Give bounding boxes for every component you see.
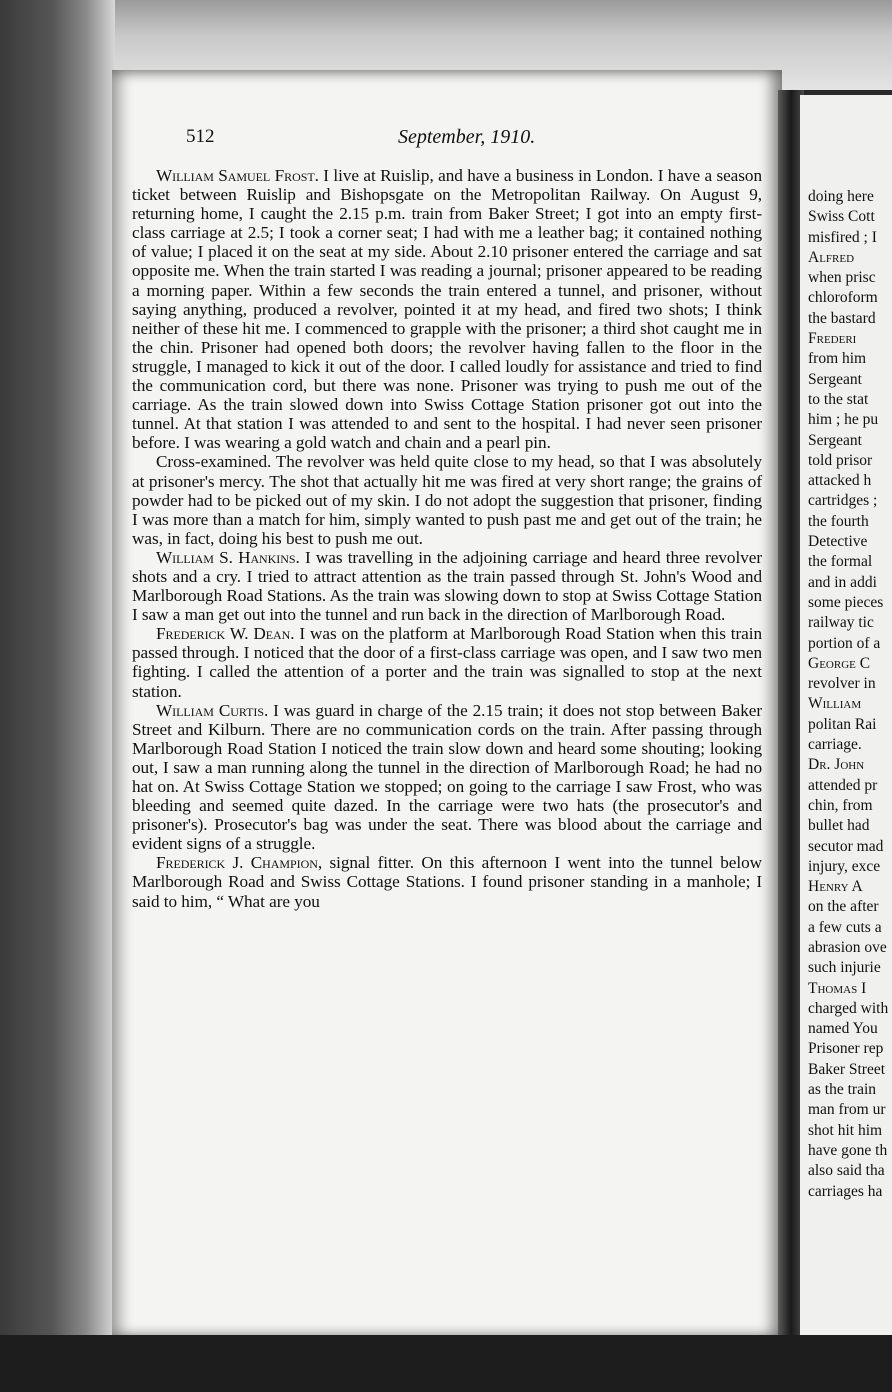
right-page-line: the formal	[808, 553, 873, 571]
right-page-line: abrasion ove	[808, 938, 887, 956]
right-page-line: as the train	[808, 1081, 877, 1099]
right-page-text	[808, 187, 892, 1202]
page-header	[186, 126, 746, 158]
right-page-line: Alfred	[808, 248, 855, 266]
right-page-line: attended pr	[808, 776, 878, 794]
right-page-line: misfired ; I	[808, 228, 877, 246]
right-page-line: portion of a	[808, 634, 881, 652]
right-page-line: William	[808, 695, 862, 713]
paragraph-dean	[132, 624, 762, 700]
paragraph-champion	[132, 853, 762, 910]
right-page-line: chloroform	[808, 289, 878, 307]
paragraph-cross-examined	[132, 452, 762, 547]
speaker-name: William Samuel Frost.	[156, 166, 319, 185]
paragraph-frost	[132, 166, 762, 452]
right-page-line: Sergeant	[808, 370, 862, 388]
paragraph-hankins	[132, 548, 762, 624]
right-page-line: some pieces	[808, 593, 884, 611]
right-page-line: him ; he pu	[808, 411, 879, 429]
right-page-line: and in addi	[808, 573, 877, 591]
right-page-line: man from ur	[808, 1101, 886, 1119]
right-page-line: when prisc	[808, 269, 876, 287]
right-page	[800, 95, 892, 1335]
right-page-line: on the after	[808, 898, 879, 916]
page-date: September, 1910.	[398, 126, 536, 148]
speaker-name: Frederick J. Champion,	[156, 853, 323, 873]
right-page-line: Prisoner rep	[808, 1040, 884, 1058]
page-number: 512	[186, 126, 215, 147]
right-page-line: have gone th	[808, 1141, 888, 1159]
paragraph-curtis	[132, 701, 762, 854]
right-page-line: Baker Street	[808, 1060, 886, 1078]
speaker-name: William Curtis.	[156, 700, 269, 720]
paragraph-text: I live at Ruislip, and have a business in London. I have a season ticket between Ruislip and Bishopsgate on the Metropolitan Railway. On August 9, returning home, I caught the 2.15 p.m. train from Baker Street; I got into an empty first-class carriage at 2.5; I took a corner seat; I had with me a leather bag; it contained nothing of value; I placed it on the seat at my side. About 2.10 prisoner entered the carriage and sat opposite me. When the train started I was reading a journal; prisoner appeared to be reading a morning paper. Within a few seconds the train entered a tunnel, and prisoner, without saying anything, produced a revolver, pointed it at my head, and fired two shots; I think neither of these hit me. I commenced to grapple with the prisoner; a third shot caught me in the chin. Prisoner had opened both doors; the revolver having fallen to the floor in the struggle, I managed to kick it out of the door. I called loudly for assistance and tried to find the communication cord, but there was none. Prisoner was trying to push me out of the carriage. As the train slowed down into Swiss Cottage Station prisoner got out into the tunnel. At that station I was attended to and sent to the hospital. I had never seen prisoner before. I was wearing a gold watch and chain and a pearl pin.	[132, 166, 762, 453]
right-page-line: George C	[808, 654, 871, 672]
right-page-line: bullet had	[808, 817, 870, 835]
right-page-line: to the stat	[808, 390, 869, 408]
paragraph-text: I was travelling in the adjoining carriage and heard three revolver shots and a cry. I tried to attract attention as the train passed through St. John's Wood and Marlborough Road Stations. As the train was slowing down to stop at Swiss Cottage Station I saw a man get out into the tunnel and run back in the direction of Marlborough Road.	[132, 547, 762, 625]
right-page-line: told prisor	[808, 451, 873, 469]
right-page-line: named You	[808, 1020, 878, 1038]
right-page-line: Dr. John	[808, 756, 865, 774]
right-page-line: Sergeant	[808, 431, 862, 449]
right-page-line: the fourth	[808, 512, 869, 530]
right-page-line: Henry A	[808, 878, 863, 896]
paragraph-text: I was on the platform at Marlborough Road Station when this train passed through. I noticed that the door of a first-class carriage was open, and I saw two men fighting. I called the attention of a porter and the train was signalled to stop at the next station.	[132, 624, 762, 701]
speaker-name: Frederick W. Dean.	[156, 624, 295, 644]
right-page-line: carriages ha	[808, 1182, 883, 1200]
right-page-line: from him	[808, 350, 867, 368]
right-page-line: the bastard	[808, 309, 876, 327]
right-page-line: attacked h	[808, 472, 872, 490]
right-page-line: Frederi	[808, 330, 857, 348]
right-page-line: carriage.	[808, 736, 862, 754]
right-page-line: politan Rai	[808, 715, 877, 733]
right-page-line: secutor mad	[808, 837, 884, 855]
book-binding-shadow	[0, 0, 115, 1392]
right-page-line: Detective	[808, 533, 868, 551]
right-page-line: doing here	[808, 188, 874, 205]
page-body	[132, 166, 762, 911]
right-page-line: a few cuts a	[808, 918, 882, 936]
book-bottom-edge	[0, 1335, 892, 1392]
paragraph-text: Cross-examined. The revolver was held quite close to my head, so that I was absolutely at prisoner's mercy. The shot that actually hit me was fired at very short range; the grains of powder had to be picked out of my skin. I do not adopt the suggestion that prisoner, finding I was more than a match for him, simply wanted to push past me and get out of the train; he was, in fact, doing his best to push me out.	[132, 452, 762, 548]
speaker-name: William S. Hankins.	[156, 547, 300, 567]
right-page-line: railway tic	[808, 614, 874, 632]
right-page-line: chin, from	[808, 796, 873, 814]
right-page-line: Thomas I	[808, 979, 867, 997]
right-page-line: such injurie	[808, 959, 881, 977]
right-page-line: also said tha	[808, 1162, 885, 1180]
paragraph-text: signal fitter. On this afternoon I went into the tunnel below Marlborough Road and Swiss Cottage Stations. I found prisoner standing in a manhole; I said to him, “ What are you	[132, 853, 763, 911]
right-page-line: Swiss Cott	[808, 208, 875, 226]
right-page-line: revolver in	[808, 675, 876, 693]
right-page-line: cartridges ;	[808, 492, 878, 510]
paragraph-text: I was guard in charge of the 2.15 train; it does not stop between Baker Street and Kilburn. There are no communication cords on the train. After passing through Marlborough Road Station I noticed the train slow down and heard some shouting; looking out, I saw a man running along the tunnel in the direction of Marlborough Road; he had no hat on. At Swiss Cottage Station we stopped; on going to the carriage I saw Frost, who was bleeding and seemed quite dazed. In the carriage were two hats (the prosecutor's and prisoner's). Prosecutor's bag was under the seat. There was blood about the carriage and evident signs of a struggle.	[132, 700, 763, 854]
right-page-line: charged with	[808, 999, 889, 1017]
right-page-line: shot hit him	[808, 1121, 883, 1139]
right-page-line: injury, exce	[808, 857, 881, 875]
